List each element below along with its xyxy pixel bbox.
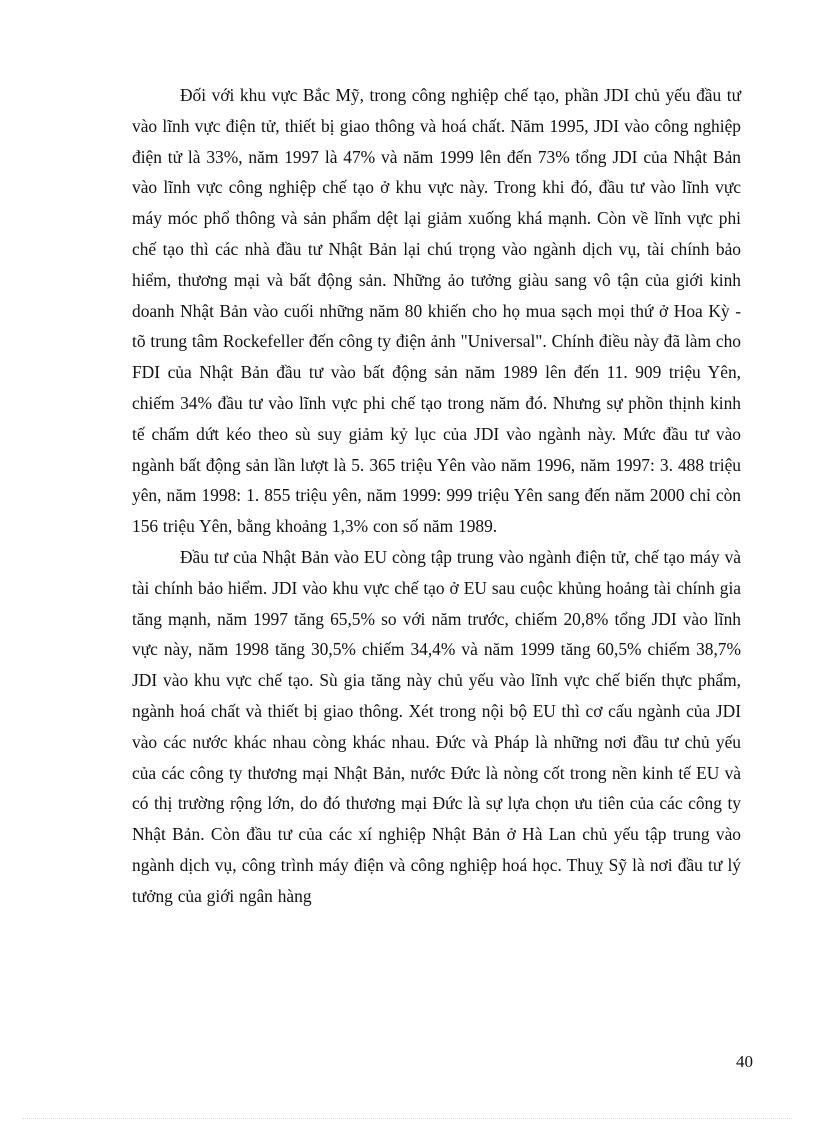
page-bottom-divider	[22, 1118, 792, 1119]
page-number: 40	[736, 1052, 753, 1071]
body-text	[132, 80, 741, 912]
paragraph-north-america: Đối với khu vực Bắc Mỹ, trong công nghiệp chế tạo, phần JDI chủ yếu đầu tư vào lĩnh vực điện tử, thiết bị giao thông và hoá chất. Năm 1995, JDI vào công nghiệp điện tử là 33%, năm 1997 là 47% và năm 1999 lên đến 73% tổng JDI của Nhật Bản vào lĩnh vực công nghiệp chế tạo ở khu vực này. Trong khi đó, đầu tư vào lĩnh vực máy móc phổ thông và sản phẩm dệt lại giảm xuống khá mạnh. Còn về lĩnh vực phi chế tạo thì các nhà đầu tư Nhật Bản lại chú trọng vào ngành dịch vụ, tài chính bảo hiểm, thương mại và bất động sản. Những ảo tưởng giàu sang vô tận của giới kinh doanh Nhật Bản vào cuối những năm 80 khiến cho họ mua sạch mọi thứ ở Hoa Kỳ - tõ trung tâm Rockefeller đến công ty điện ảnh "Universal". Chính điều này đã làm cho FDI của Nhật Bản đầu tư vào bất động sản năm 1989 lên đến 11. 909 triệu Yên, chiếm 34% đầu tư vào lĩnh vực phi chế tạo trong năm đó. Nhưng sự phồn thịnh kinh tế chấm dứt kéo theo sù suy giảm kỷ lục của JDI vào ngành này. Mức đầu tư vào ngành bất động sản lần lượt là 5. 365 triệu Yên vào năm 1996, năm 1997: 3. 488 triệu yên, năm 1998: 1. 855 triệu yên, năm 1999: 999 triệu Yên sang đến năm 2000 chỉ còn 156 triệu Yên, bằng khoảng 1,3% con số năm 1989.	[132, 85, 741, 537]
paragraph-eu: Đầu tư của Nhật Bản vào EU còng tập trung vào ngành điện tử, chế tạo máy và tài chính bảo hiểm. JDI vào khu vực chế tạo ở EU sau cuộc khủng hoảng tài chính gia tăng mạnh, năm 1997 tăng 65,5% so với năm trước, chiếm 20,8% tổng JDI vào lĩnh vực này, năm 1998 tăng 30,5% chiếm 34,4% và năm 1999 tăng 60,5% chiếm 38,7% JDI vào khu vực chế tạo. Sù gia tăng này chủ yếu vào lĩnh vực chế biến thực phẩm, ngành hoá chất và thiết bị giao thông. Xét trong nội bộ EU thì cơ cấu ngành của JDI vào các nước khác nhau còng khác nhau. Đức và Pháp là những nơi đầu tư chủ yếu của các công ty thương mại Nhật Bản, nước Đức là nòng cốt trong nền kinh tế EU và có thị trường rộng lớn, do đó thương mại Đức là sự lựa chọn ưu tiên của các công ty Nhật Bản. Còn đầu tư của các xí nghiệp Nhật Bản ở Hà Lan chủ yếu tập trung vào ngành dịch vụ, công trình máy điện và công nghiệp hoá học. Thuỵ Sỹ là nơi đầu tư lý tưởng của giới ngân hàng	[132, 546, 741, 906]
